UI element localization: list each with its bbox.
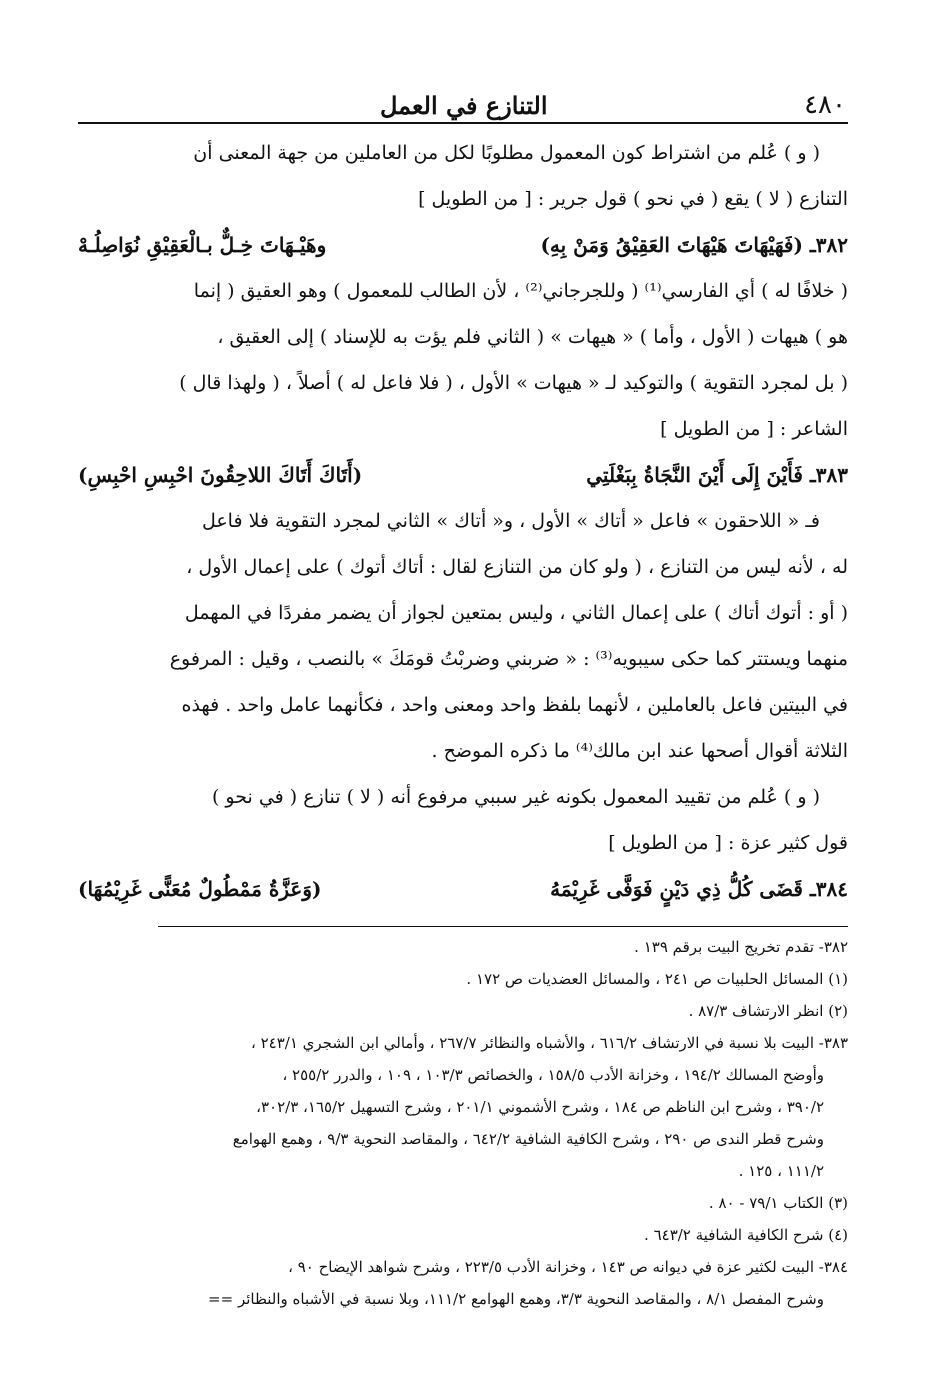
paragraph-line: قول كثير عزة : [ من الطويل ] [608,832,848,854]
footnote-line: وشرح المفصل ٨/١ ، والمقاصد النحوية ٣/٣، وهمع الهوامع ١١١/٢، وبلا نسبة في الأشباه والنظائر == [208,1290,824,1308]
paragraph-line: هو ) هيهات ( الأول ، وأما ) « هيهات » ( الثاني فلم يؤت به للإسناد ) إلى العقيق ، [217,326,848,348]
footnote-line: (٣) الكتاب ٧٩/١ - ٨٠ . [708,1194,848,1212]
verse-384 [78,866,848,912]
paragraph-line: له ، لأنه ليس من التنازع ، ( ولو كان من التنازع لقال : أتاك أتوك ) على إعمال الأول ، [186,556,848,578]
book-page [78,80,848,1315]
footnote-line: وشرح قطر الندى ص ٢٩٠ ، وشرح الكافية الشافية ٦٤٢/٢ ، والمقاصد النحوية ٩/٣ ، وهمع الهوامع [232,1130,824,1148]
verse-382 [78,222,848,268]
footnote-line: (٤) شرح الكافية الشافية ٦٤٣/٢ . [644,1226,848,1244]
paragraph-line: ( خلافًا له ) أي الفارسي⁽¹⁾ ( وللجرجاني⁽²⁾ ، لأن الطالب للمعمول ) وهو العقيق ( إنما [193,280,848,302]
page-number: ٤٨٠ [804,90,846,120]
paragraph-line: ( و ) عُلم من اشتراط كون المعمول مطلوبًا لكل من العاملين من جهة المعنى أن [193,142,820,164]
verse-second-hemistich: (وَعَزَّةُ مَمْطُولٌ مُعَنًّى غَرِيْمُهَا) [78,877,322,901]
footnote-line: وأوضح المسالك ١٩٤/٢ ، وخزانة الأدب ١٥٨/٥ ، والخصائص ١٠٣/٣ ، ١٠٩ ، والدرر ٢٥٥/٢ ، [282,1066,824,1084]
paragraph-line: في البيتين فاعل بالعاملين ، لأنهما بلفظ واحد ومعنى واحد ، فكأنهما عامل واحد . فهذه [181,694,848,716]
paragraph-line: فـ « اللاحقون » فاعل « أتاك » الأول ، و« أتاك » الثاني لمجرد التقوية فلا فاعل [201,510,820,532]
footnote-line: ١١١/٢ ، ١٢٥ . [738,1162,824,1180]
paragraph-line: ( و ) عُلم من تقييد المعمول بكونه غير سببي مرفوع أنه ( لا ) تنازع ( في نحو ) [211,786,820,808]
paragraph-line: ( أو : أتوك أتاك ) على إعمال الثاني ، وليس بمتعين لجواز أن يضمر مفردًا في المهمل [184,602,848,624]
footnote-line: (٢) انظر الارتشاف ٨٧/٣ . [688,1002,848,1020]
verse-first-hemistich: ٣٨٤ـ قَضَى كُلُّ ذِي دَيْنٍ فَوَفَّى غَرِيْمَهُ [550,877,848,901]
verse-383 [78,452,848,498]
footnote-line: ٣٩٠/٢ ، وشرح ابن الناظم ص ١٨٤ ، وشرح الأشموني ٢٠١/١ ، وشرح التسهيل ١٦٥/٢، ٣٠٢/٣، [256,1098,824,1116]
paragraph-line: ( بل لمجرد التقوية ) والتوكيد لـ « هيهات » الأول ، ( فلا فاعل له ) أصلاً ، ( ولهذا قال ) [179,372,848,394]
main-text [78,130,848,912]
running-title: التنازع في العمل [380,91,548,120]
footnote-line: ٣٨٤- البيت لكثير عزة في ديوانه ص ١٤٣ ، وخزانة الأدب ٢٢٣/٥ ، وشرح شواهد الإيضاح ٩٠ ، [288,1258,848,1276]
footnote-line: ٣٨٣- البيت بلا نسبة في الارتشاف ٦١٦/٢ ، والأشباه والنظائر ٢٦٧/٧ ، وأمالي ابن الشجري ٢٤٣/١ ، [251,1034,848,1052]
footnote-divider [158,926,848,927]
verse-first-hemistich: ٣٨٢ـ (فَهَيْهَاتَ هَيْهَاتَ العَقِيْقُ وَمَنْ بِهِ) [540,233,848,257]
verse-second-hemistich: وهَيْـهَاتَ خِـلٌّ بـالْعَقِيْقِ نُوَاصِلُـهْ [78,233,327,257]
paragraph-line: الشاعر : [ من الطويل ] [660,418,848,440]
page-header [78,80,848,124]
paragraph-line: التنازع ( لا ) يقع ( في نحو ) قول جرير : [ من الطويل ] [418,188,848,210]
footnotes [78,931,848,1315]
footnote-line: (١) المسائل الحلبيات ص ٢٤١ ، والمسائل العضديات ص ١٧٢ . [466,970,848,988]
verse-second-hemistich: (أَتَاكَ أَتَاكَ اللاحِقُونَ احْبِسِ احْبِسِ) [78,463,363,487]
footnote-line: ٣٨٢- تقدم تخريج البيت برقم ١٣٩ . [634,938,848,956]
paragraph-line: منهما ويستتر كما حكى سيبويه⁽³⁾ : « ضربني وضربْتُ قومَكَ » بالنصب ، وقيل : المرفوع [169,648,848,670]
paragraph-line: الثلاثة أقوال أصحها عند ابن مالك⁽⁴⁾ ما ذكره الموضح . [431,740,848,762]
verse-first-hemistich: ٣٨٣ـ فَأَيْنَ إِلَى أَيْنَ النَّجَاةُ بِبَغْلَتِي [586,463,848,487]
